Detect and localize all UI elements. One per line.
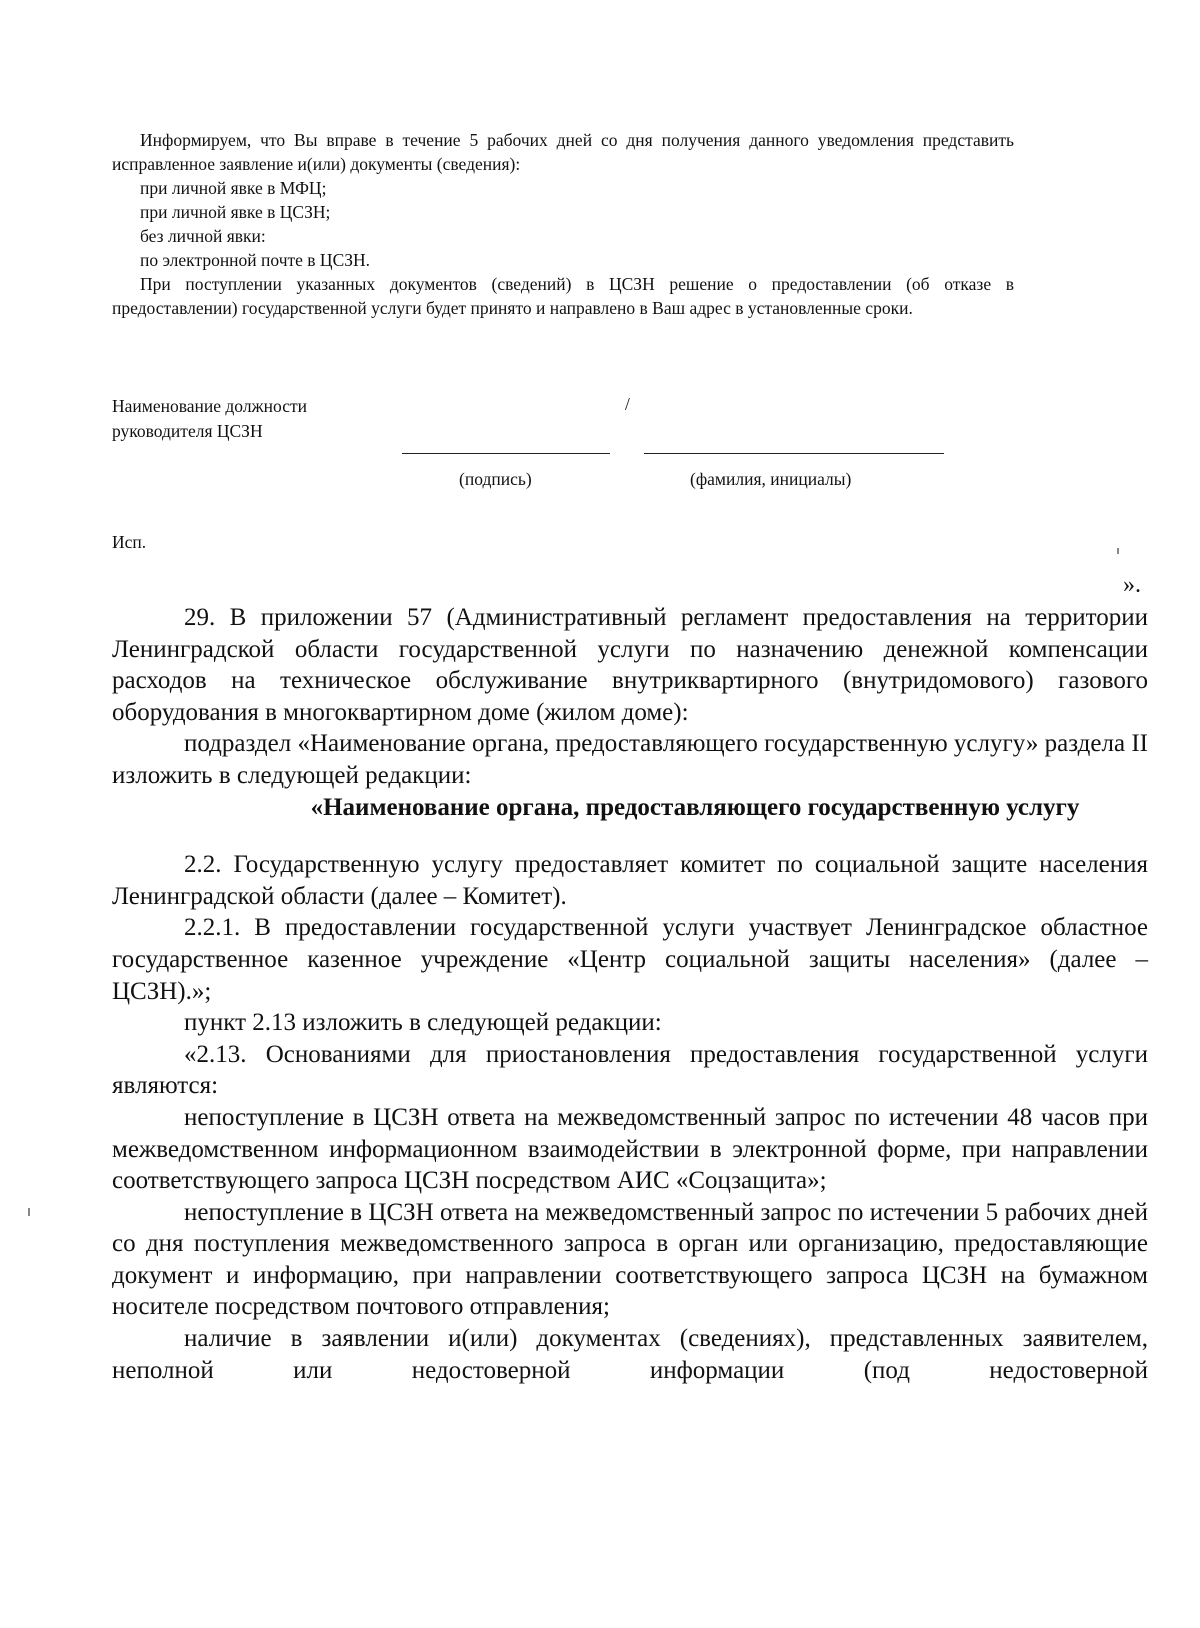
closing-quote: ».	[1123, 572, 1141, 598]
ground-item-1: непоступление в ЦСЗН ответа на межведомственный запрос по истечении 48 часов при межведомственном информационном взаимодействии в электронной форме, при направлении соответствующего запроса ЦСЗН посредством АИС «Соцзащита»;	[112, 1103, 1148, 1195]
ground-item-3: наличие в заявлении и(или) документах (сведениях), представленных заявителем, неполной или недостоверной информации (под недостоверной	[112, 1325, 1148, 1384]
decision-paragraph: При поступлении указанных документов (сведений) в ЦСЗН решение о предоставлении (об отказе в предоставлении) государственной услуги будет принято и направлено в Ваш адрес в установленные сроки.	[112, 274, 1014, 318]
paragraph-29: 29. В приложении 57 (Административный регламент предоставления на территории Ленинградской области государственной услуги по назначению денежной компенсации расходов на техническое обслуживание внутриквартирного (внутридомового) газового оборудования в многоквартирном доме (жилом доме):	[112, 604, 1148, 726]
list-item: по электронной почте в ЦСЗН.	[140, 250, 371, 270]
scan-speck	[1117, 548, 1119, 554]
notification-paragraph: Информируем, что Вы вправе в течение 5 рабочих дней со дня получения данного уведомления представить исправленное заявление и(или) документы (сведения):	[112, 130, 1014, 174]
paragraph-2-13-intro: пункт 2.13 изложить в следующей редакции:	[184, 1009, 662, 1037]
signature-line	[402, 453, 610, 454]
notification-block	[112, 128, 1014, 320]
list-item: при личной явке в ЦСЗН;	[140, 202, 331, 222]
signature-caption: (подпись)	[459, 469, 532, 489]
signature-slash: /	[625, 394, 630, 414]
ground-item-2: непоступление в ЦСЗН ответа на межведомственный запрос по истечении 5 рабочих дней со дня поступления межведомственного запроса в орган или организацию, предоставляющие документ и информацию, при направлении соответствующего запроса ЦСЗН на бумажном носителе посредством почтового отправления;	[112, 1198, 1148, 1321]
list-item: при личной явке в МФЦ;	[140, 178, 327, 198]
paragraph-2-2: 2.2. Государственную услугу предоставляет комитет по социальной защите населения Ленинградской области (далее – Комитет).	[112, 851, 1148, 910]
section-heading: «Наименование органа, предоставляющего государственную услугу	[310, 793, 1080, 821]
paragraph-2-13: «2.13. Основаниями для приостановления предоставления государственной услуги являются:	[112, 1040, 1148, 1100]
position-label: Наименование должности руководителя ЦСЗН	[112, 396, 307, 441]
paragraph-2-2-1: 2.2.1. В предоставлении государственной услуги участвует Ленинградское областное государственное казенное учреждение «Центр социальной защиты населения» (далее – ЦСЗН).»;	[112, 914, 1148, 1005]
executor-label: Исп.	[112, 532, 147, 552]
amendment-block	[112, 602, 1148, 1386]
name-caption: (фамилия, инициалы)	[690, 469, 852, 489]
name-line	[644, 453, 944, 454]
list-item: без личной явки:	[140, 226, 266, 246]
subsection-paragraph: подраздел «Наименование органа, предоставляющего государственную услугу» раздела II изложить в следующей редакции:	[112, 730, 1148, 789]
scan-speck	[28, 1208, 30, 1216]
